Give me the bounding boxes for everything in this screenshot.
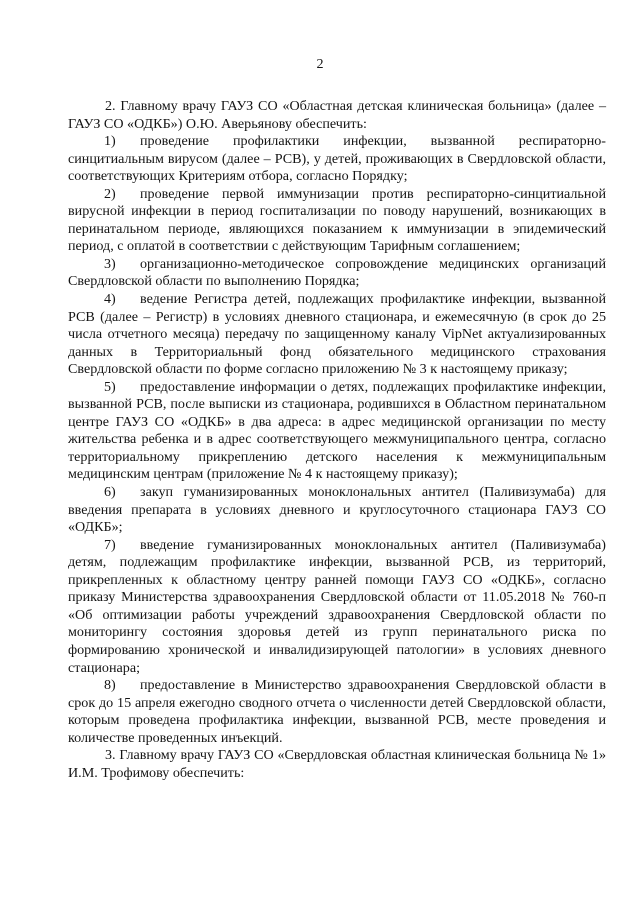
list-item-number: 7) [104, 536, 116, 553]
list-item-8 [68, 677, 606, 747]
paragraph-2-header: 2. Главному врачу ГАУЗ СО «Областная детская клиническая больница» (далее – ГАУЗ СО «ОДКБ») О.Ю. Аверьянову обеспечить: [68, 98, 606, 132]
list-item-1 [68, 133, 606, 186]
paragraph-3-header: 3. Главному врачу ГАУЗ СО «Свердловская областная клиническая больница № 1» И.М. Трофимову обеспечить: [68, 747, 606, 781]
list-item-text: закуп гуманизированных моноклональных антител (Паливизумаба) для введения препарата в условиях дневного и круглосуточного стационара ГАУЗ СО «ОДКБ»; [68, 484, 606, 536]
list-item-number: 6) [104, 484, 116, 501]
page-number: 2 [316, 56, 324, 72]
list-item-number: 4) [104, 291, 116, 308]
list-item-number: 3) [104, 255, 116, 272]
list-item-4 [68, 291, 606, 379]
list-item-text: введение гуманизированных моноклональных антител (Паливизумаба) детям, подлежащим профилактике инфекции, вызванной РСВ, из территорий, прикрепленных к областному центру ранней помощи ГАУЗ СО «ОДКБ», согласно приказу Министерства здравоохранения Свердловской области от 11.05.2018 № 760-п «Об оптимизации работы учреждений здравоохранения Свердловской области по мониторингу состояния здоровья детей из групп перинатального риска по формированию хронической и инвалидизирующей патологии» в условиях дневного стационара; [68, 536, 606, 676]
list-item-number: 1) [104, 133, 116, 150]
list-item-3 [68, 256, 606, 291]
list-item-text: организационно-методическое сопровождение медицинских организаций Свердловской области по выполнению Порядка; [68, 255, 606, 290]
list-item-number: 8) [104, 677, 116, 694]
list-item-number: 5) [104, 378, 116, 395]
list-item-text: предоставление в Министерство здравоохранения Свердловской области в срок до 15 апреля ежегодно сводного отчета о численности детей Свердловской области, которым проведена профилактика инфекции, вызванной РСВ, месте проведения и количестве проведенных инъекций. [68, 677, 606, 746]
list-item-text: ведение Регистра детей, подлежащих профилактике инфекции, вызванной РСВ (далее – Регистр) в условиях дневного стационара, и ежемесячную (в срок до 25 числа отчетного месяца) передачу по защищенному каналу VipNet актуализированных данных в Территориальный фонд обязательного медицинского страхования Свердловской области по форме согласно приложению № 3 к настоящему приказу; [68, 291, 606, 378]
list-item-5 [68, 379, 606, 484]
list-item-text: предоставление информации о детях, подлежащих профилактике инфекции, вызванной РСВ, после выписки из стационара, родившихся в Областном перинатальном центре ГАУЗ СО «ОДКБ» в два адреса: в адрес медицинской организации по месту жительства ребенка и в адрес соответствующего межмуниципального центра, согласно территориальному прикреплению детского населения к межмуниципальным медицинским центрам (приложение № 4 к настоящему приказу); [68, 378, 606, 483]
document-body [68, 98, 606, 782]
list-item-2 [68, 186, 606, 256]
list-item-6 [68, 484, 606, 537]
list-item-text: проведение профилактики инфекции, вызванной респираторно-синцитиальным вирусом (далее – РСВ), у детей, проживающих в Свердловской области, соответствующих Критериям отбора, согласно Порядку; [68, 133, 606, 185]
list-item-text: проведение первой иммунизации против респираторно-синцитиальной вирусной инфекции в период госпитализации по поводу нарушений, возникающих в перинатальном периоде, являющихся показанием к иммунизации в эпидемический период, с оплатой в соответствии с действующим Тарифным соглашением; [68, 185, 606, 255]
list-item-number: 2) [104, 185, 116, 202]
list-item-7 [68, 537, 606, 677]
